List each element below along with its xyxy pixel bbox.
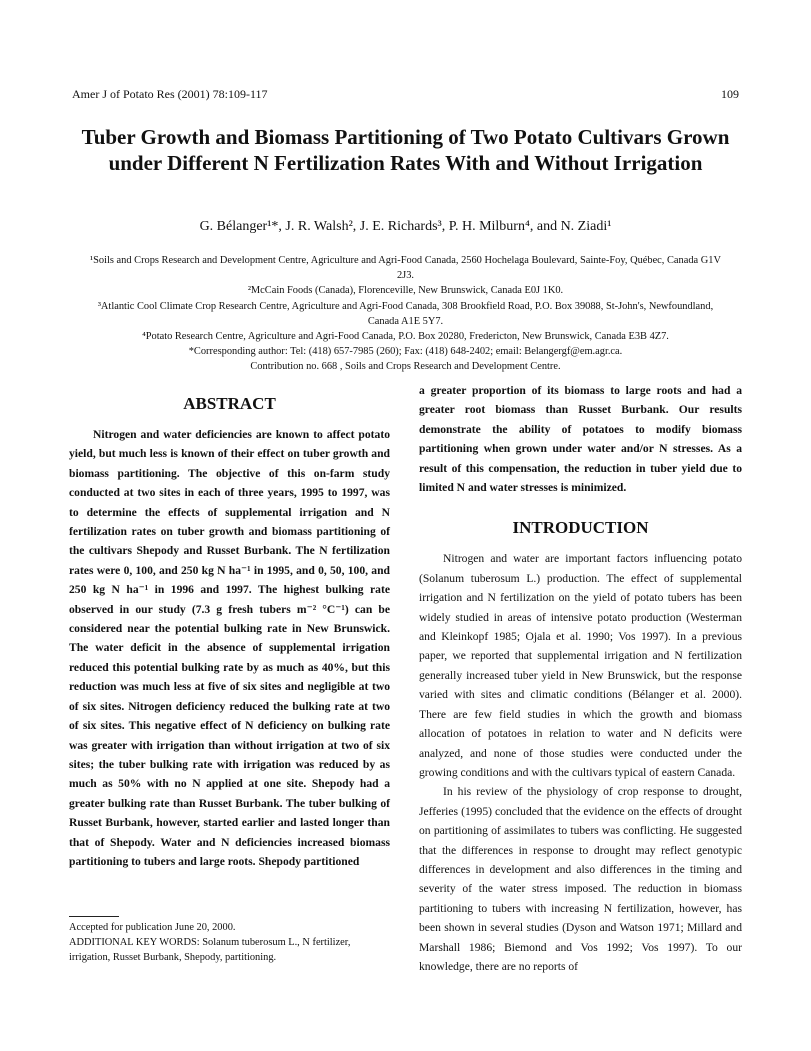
right-column <box>419 381 742 976</box>
left-column <box>69 393 390 871</box>
contribution-note: Contribution no. 668 , Soils and Crops Research and Development Centre. <box>250 361 561 373</box>
affiliations <box>90 253 721 375</box>
affiliation-2: ²McCain Foods (Canada), Florenceville, New Brunswick, Canada E0J 1K0. <box>247 285 564 297</box>
affiliation-3: ³Atlantic Cool Climate Crop Research Centre, Agriculture and Agri-Food Canada, 308 Brookfield Road, P.O. Box 39088, St-John's, Newfoundland, Canada A1E 5Y7. <box>97 300 714 327</box>
article-title: Tuber Growth and Biomass Partitioning of Two Potato Cultivars Grown under Different N Fertilization Rates With and Without Irrigation <box>81 125 730 175</box>
journal-citation: Amer J of Potato Res (2001) 78:109-117 <box>72 87 268 101</box>
intro-paragraph-2: In his review of the physiology of crop response to drought, Jefferies (1995) concluded that the evidence on the effects of drought on partitioning of assimilates to tubers was conflicting. He suggested that the differences in response to drought may reflect genotypic differences in development and also differences in the timing and severity of the water stress imposed. The reduction in biomass partitioning to tubers with increasing N fertilization, however, has been shown in several studies (Dyson and Watson 1971; Millard and Marshall 1986; Biemond and Vos 1992; Vos 1997). To our knowledge, there are no reports of <box>419 785 742 973</box>
abstract-continued: a greater proportion of its biomass to large roots and had a greater root biomass than Russet Burbank. Our results demonstrate the ability of potatoes to modify biomass partitioning when grown under water and/or N stresses. As a result of this compensation, the reduction in tuber yield due to limited N and water stresses is minimized. <box>419 384 742 495</box>
affiliation-4: ⁴Potato Research Centre, Agriculture and Agri-Food Canada, P.O. Box 20280, Fredericton, New Brunswick, Canada E3B 4Z7. <box>142 331 669 343</box>
footnote-rule <box>69 916 119 917</box>
intro-paragraph-1: Nitrogen and water are important factors influencing potato (Solanum tuberosum L.) production. The effect of supplemental irrigation and N fertilization on the yield of potato tubers has been widely studied in areas of intensive potato production (Westerman and Kleinkopf 1985; Ojala et al. 1990; Vos 1997). In a previous paper, we reported that supplemental irrigation and N fertilization generally increased tuber yield in New Brunswick, but the response varied with sites and climatic conditions (Bélanger et al. 2000). There are few field studies in which the growth and biomass allocation of potatoes in relation to water and N deficits were analyzed, and none of those studies were conducted under the growing conditions and with the cultivars typical of eastern Canada. <box>419 552 742 779</box>
introduction-heading: INTRODUCTION <box>512 518 649 538</box>
affiliation-1: ¹Soils and Crops Research and Development Centre, Agriculture and Agri-Food Canada, 2560 Hochelaga Boulevard, Sainte-Foy, Québec, Canada G1V 2J3. <box>90 255 721 282</box>
accepted-date: Accepted for publication June 20, 2000. <box>69 922 236 933</box>
abstract-heading: ABSTRACT <box>183 394 276 413</box>
page-number: 109 <box>721 87 739 101</box>
additional-keywords: ADDITIONAL KEY WORDS: Solanum tuberosum L., N fertilizer, irrigation, Russet Burbank, Shepody, partitioning. <box>69 936 351 963</box>
corresponding-author: *Corresponding author: Tel: (418) 657-7985 (260); Fax: (418) 648-2402; email: Belangergf@em.agr.ca. <box>188 346 623 358</box>
abstract-text: Nitrogen and water deficiencies are known to affect potato yield, but much less is known of their effect on tuber growth and biomass partitioning. The objective of this on-farm study conducted at two sites in each of three years, 1995 to 1997, was to determine the effects of supplemental irrigation and N fertilization rates on tuber growth and biomass partitioning of the cultivars Shepody and Russet Burbank. The N fertilization rates were 0, 100, and 250 kg N ha⁻¹ in 1995, and 0, 50, 100, and 250 kg N ha⁻¹ in 1996 and 1997. The highest bulking rate observed in our study (7.3 g fresh tubers m⁻² °C⁻¹) can be considered near the potential bulking rate in New Brunswick. The water deficit in the absence of supplemental irrigation reduced this potential bulking rate by as much as 40%, but this reduction was much less at five of six sites and negligible at two of six sites. Nitrogen deficiency reduced the bulking rate at two of six sites. This negative effect of N deficiency on bulking rate was greater with irrigation than without irrigation at two of six sites; the tuber bulking rate with irrigation was reduced by as much as 50% with no N applied at one site. Shepody had a greater bulking rate than Russet Burbank. The tuber bulking of Russet Burbank, however, started earlier and lasted longer than that of Shepody. Water and N deficiencies increased biomass partitioning to tubers and large roots. Shepody partitioned <box>69 428 390 868</box>
footnote <box>69 916 394 965</box>
author-list: G. Bélanger¹*, J. R. Walsh², J. E. Richards³, P. H. Milburn⁴, and N. Ziadi¹ <box>199 219 612 234</box>
running-head <box>72 87 739 103</box>
